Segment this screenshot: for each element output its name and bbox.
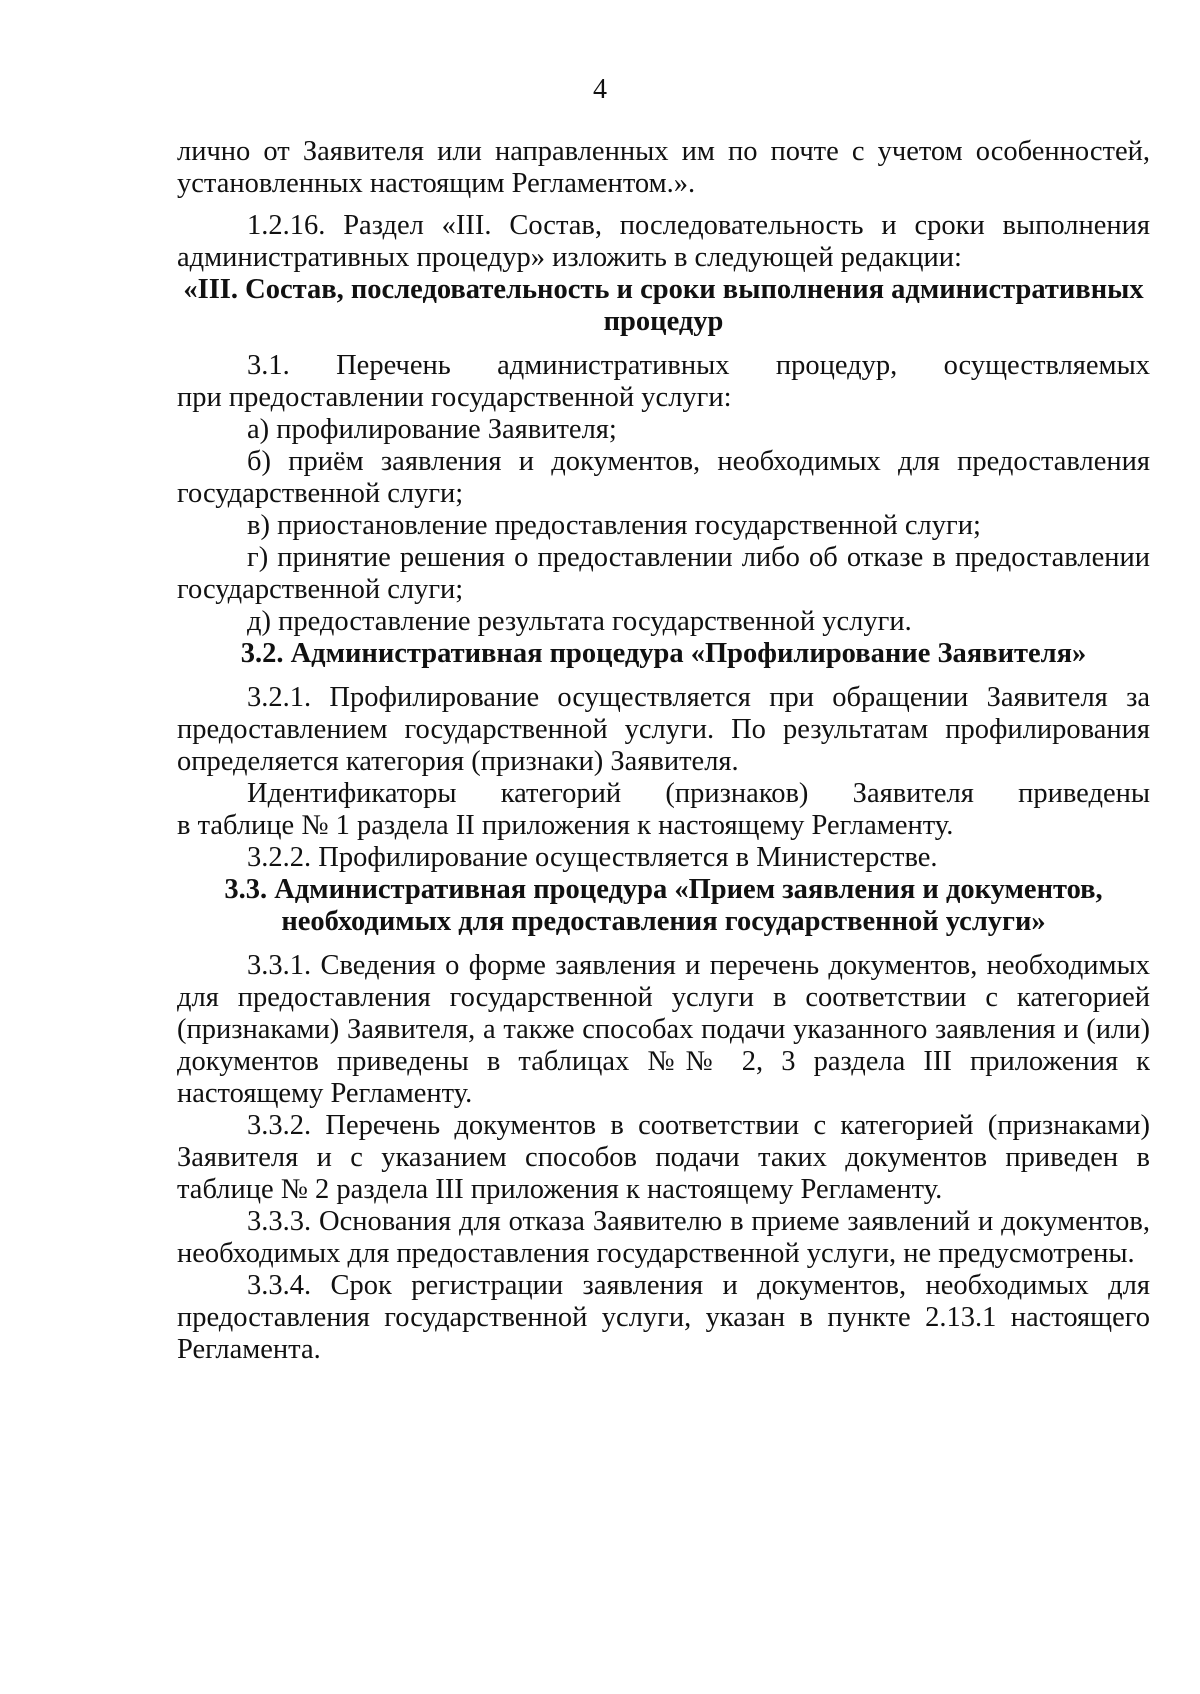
paragraph-1-2-16: 1.2.16. Раздел «III. Состав, последовательность и сроки выполнения административных процедур» изложить в следующей редакции: [177,210,1150,273]
paragraph-3-3-4: 3.3.4. Срок регистрации заявления и документов, необходимых для предоставления государственной услуги, указан в пункте 2.13.1 настоящего Регламента. [177,1270,1150,1365]
subsection-3-2-heading: 3.2. Административная процедура «Профилирование Заявителя» [240,638,1087,669]
list-item-b: б) приём заявления и документов, необходимых для предоставления государственной слуги; [177,446,1150,509]
paragraph-3-2-1: 3.2.1. Профилирование осуществляется при обращении Заявителя за предоставлением государственной услуги. По результатам профилирования определяется категория (признаки) Заявителя. [177,682,1150,777]
subsection-3-3-heading: 3.3. Административная процедура «Прием заявления и документов, необходимых для предоставления государственной услуги» [224,874,1103,937]
paragraph-3-1-line1: 3.1. Перечень административных процедур, осуществляемых [247,350,1150,381]
section-3-heading: «III. Состав, последовательность и сроки выполнения административных процедур [183,274,1144,337]
paragraph-3-3-1: 3.3.1. Сведения о форме заявления и перечень документов, необходимых для предоставления государственной услуги в соответствии с категорией (признаками) Заявителя, а также способах подачи указанного заявления и (или) документов приведены в таблицах №№ 2, 3 раздела III приложения к настоящему Регламенту. [177,950,1150,1109]
list-item-d: д) предоставление результата государственной услуги. [247,606,912,637]
list-item-g: г) принятие решения о предоставлении либо об отказе в предоставлении государственной слуги; [177,542,1150,605]
list-item-a: а) профилирование Заявителя; [247,414,617,445]
document-body [177,136,1150,1366]
page-number: 4 [593,74,607,105]
paragraph-identifiers-line1: Идентификаторы категорий (признаков) Заявителя приведены [247,778,1150,809]
paragraph-3-1-line2: при предоставлении государственной услуги: [177,382,732,413]
paragraph-3-3-3: 3.3.3. Основания для отказа Заявителю в приеме заявлений и документов, необходимых для предоставления государственной услуги, не предусмотрены. [177,1206,1150,1269]
paragraph-3-3-2: 3.3.2. Перечень документов в соответствии с категорией (признаками) Заявителя и с указанием способов подачи таких документов приведен в таблице № 2 раздела III приложения к настоящему Регламенту. [177,1110,1150,1205]
paragraph-3-2-2: 3.2.2. Профилирование осуществляется в Министерстве. [247,842,938,873]
paragraph-continuation: лично от Заявителя или направленных им по почте с учетом особенностей, установленных настоящим Регламентом.». [177,136,1150,199]
list-item-v: в) приостановление предоставления государственной слуги; [247,510,981,541]
paragraph-identifiers-line2: в таблице № 1 раздела II приложения к настоящему Регламенту. [177,810,954,841]
